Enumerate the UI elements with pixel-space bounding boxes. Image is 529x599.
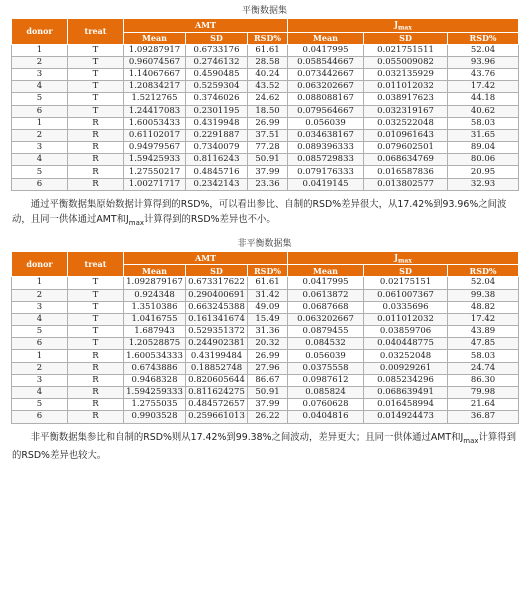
cell-amt-sd: 0.484572657 (186, 399, 248, 411)
cell-jmax-mean: 0.0987612 (288, 374, 364, 386)
cell-treat: T (68, 93, 124, 105)
cell-jmax-mean: 0.073442667 (288, 68, 364, 80)
cell-jmax-mean: 0.079564667 (288, 105, 364, 117)
paragraph-unbalanced-summary: 非平衡数据集参比和自制的RSD%则从17.42%到99.38%之间波动，差异更大；且同一供体通过AMT和$J_{max}$计算得到的RSD%差异也较大。 (12, 431, 517, 462)
cell-amt-sd: 0.663245388 (186, 301, 248, 313)
cell-donor: 6 (12, 178, 68, 190)
table-row (12, 81, 519, 93)
cell-amt-mean: 1.3510386 (124, 301, 186, 313)
cell-treat: T (68, 289, 124, 301)
cell-amt-mean: 1.27550217 (124, 166, 186, 178)
table-row (12, 326, 519, 338)
table-row (12, 117, 519, 129)
donor-header: donor (12, 19, 68, 45)
cell-jmax-rsd: 79.98 (448, 387, 519, 399)
cell-amt-rsd: 37.51 (248, 129, 288, 141)
cell-amt-mean: 0.96074567 (124, 56, 186, 68)
cell-jmax-rsd: 58.03 (448, 350, 519, 362)
treat-header: treat (68, 19, 124, 45)
cell-amt-mean: 1.20834217 (124, 81, 186, 93)
cell-amt-sd: 0.4845716 (186, 166, 248, 178)
cell-jmax-sd: 0.03859706 (364, 326, 448, 338)
table-row (12, 154, 519, 166)
cell-donor: 2 (12, 56, 68, 68)
cell-amt-rsd: 28.58 (248, 56, 288, 68)
cell-jmax-rsd: 48.82 (448, 301, 519, 313)
cell-amt-mean: 0.61102017 (124, 129, 186, 141)
cell-treat: R (68, 411, 124, 423)
table2-title: 非平衡数据集 (237, 238, 292, 249)
cell-amt-rsd: 27.96 (248, 362, 288, 374)
cell-jmax-mean: 0.079176333 (288, 166, 364, 178)
cell-jmax-sd: 0.032135929 (364, 68, 448, 80)
cell-amt-mean: 0.9903528 (124, 411, 186, 423)
cell-amt-sd: 0.7340079 (186, 142, 248, 154)
jmax-sd-header: SD (364, 32, 448, 44)
cell-jmax-sd: 0.014924473 (364, 411, 448, 423)
cell-donor: 2 (12, 129, 68, 141)
cell-donor: 3 (12, 68, 68, 80)
cell-jmax-mean: 0.063202667 (288, 313, 364, 325)
cell-jmax-mean: 0.0687668 (288, 301, 364, 313)
cell-jmax-sd: 0.079602501 (364, 142, 448, 154)
cell-amt-sd: 0.2746132 (186, 56, 248, 68)
cell-amt-rsd: 61.61 (248, 277, 288, 289)
table-row (12, 68, 519, 80)
cell-treat: T (68, 44, 124, 56)
cell-jmax-rsd: 86.30 (448, 374, 519, 386)
cell-amt-mean: 1.2755035 (124, 399, 186, 411)
cell-amt-mean: 0.94979567 (124, 142, 186, 154)
cell-donor: 4 (12, 387, 68, 399)
cell-jmax-rsd: 80.06 (448, 154, 519, 166)
table-row (12, 277, 519, 289)
cell-amt-mean: 0.9468328 (124, 374, 186, 386)
cell-jmax-mean: 0.0613872 (288, 289, 364, 301)
cell-jmax-mean: 0.0404816 (288, 411, 364, 423)
cell-donor: 5 (12, 399, 68, 411)
amt-mean-header: Mean (124, 265, 186, 277)
cell-jmax-rsd: 40.62 (448, 105, 519, 117)
cell-amt-rsd: 49.09 (248, 301, 288, 313)
cell-donor: 3 (12, 142, 68, 154)
cell-donor: 5 (12, 326, 68, 338)
cell-amt-mean: 1.24417083 (124, 105, 186, 117)
cell-amt-rsd: 43.52 (248, 81, 288, 93)
unbalanced-data-table (11, 251, 519, 424)
cell-amt-sd: 0.161341674 (186, 313, 248, 325)
cell-jmax-rsd: 58.03 (448, 117, 519, 129)
cell-treat: T (68, 277, 124, 289)
cell-amt-mean: 0.6743886 (124, 362, 186, 374)
table-row (12, 387, 519, 399)
cell-amt-sd: 0.18852748 (186, 362, 248, 374)
cell-amt-sd: 0.8116243 (186, 154, 248, 166)
cell-jmax-mean: 0.0419145 (288, 178, 364, 190)
table-row (12, 44, 519, 56)
amt-header: AMT (124, 251, 288, 265)
cell-jmax-sd: 0.013802577 (364, 178, 448, 190)
cell-jmax-mean: 0.085824 (288, 387, 364, 399)
table-row (12, 338, 519, 350)
cell-jmax-rsd: 52.04 (448, 44, 519, 56)
cell-donor: 1 (12, 117, 68, 129)
cell-amt-mean: 1.594259333 (124, 387, 186, 399)
cell-jmax-mean: 0.034638167 (288, 129, 364, 141)
amt-rsd-header: RSD% (248, 32, 288, 44)
table2-body (12, 277, 519, 423)
jmax-rsd-header: RSD% (448, 265, 519, 277)
cell-jmax-sd: 0.02175151 (364, 277, 448, 289)
cell-donor: 2 (12, 289, 68, 301)
cell-amt-rsd: 31.36 (248, 326, 288, 338)
cell-jmax-rsd: 17.42 (448, 81, 519, 93)
cell-jmax-sd: 0.0335696 (364, 301, 448, 313)
cell-jmax-sd: 0.068634769 (364, 154, 448, 166)
cell-amt-sd: 0.820605644 (186, 374, 248, 386)
cell-jmax-mean: 0.085729833 (288, 154, 364, 166)
cell-jmax-rsd: 24.74 (448, 362, 519, 374)
cell-amt-mean: 1.59425933 (124, 154, 186, 166)
cell-donor: 3 (12, 374, 68, 386)
cell-amt-rsd: 86.67 (248, 374, 288, 386)
table-row (12, 399, 519, 411)
cell-amt-rsd: 50.91 (248, 387, 288, 399)
cell-treat: T (68, 68, 124, 80)
cell-amt-rsd: 26.22 (248, 411, 288, 423)
cell-donor: 4 (12, 81, 68, 93)
jmax-sd-header: SD (364, 265, 448, 277)
cell-amt-mean: 1.687943 (124, 326, 186, 338)
cell-amt-rsd: 18.50 (248, 105, 288, 117)
cell-jmax-sd: 0.00929261 (364, 362, 448, 374)
cell-amt-sd: 0.259661013 (186, 411, 248, 423)
cell-treat: T (68, 338, 124, 350)
cell-treat: R (68, 374, 124, 386)
cell-amt-mean: 1.20528875 (124, 338, 186, 350)
cell-jmax-mean: 0.0417995 (288, 44, 364, 56)
cell-amt-mean: 1.5212765 (124, 93, 186, 105)
cell-jmax-sd: 0.085234296 (364, 374, 448, 386)
cell-amt-rsd: 37.99 (248, 166, 288, 178)
cell-amt-sd: 0.3746026 (186, 93, 248, 105)
table1-body (12, 44, 519, 190)
cell-jmax-rsd: 20.95 (448, 166, 519, 178)
treat-header: treat (68, 251, 124, 277)
table1-title: 平衡数据集 (241, 6, 287, 16)
cell-amt-sd: 0.5259304 (186, 81, 248, 93)
table-row (12, 301, 519, 313)
cell-treat: T (68, 313, 124, 325)
cell-donor: 3 (12, 301, 68, 313)
cell-jmax-rsd: 43.76 (448, 68, 519, 80)
cell-amt-rsd: 37.99 (248, 399, 288, 411)
cell-treat: R (68, 129, 124, 141)
amt-sd-header: SD (186, 32, 248, 44)
cell-treat: R (68, 362, 124, 374)
table-row (12, 411, 519, 423)
cell-treat: T (68, 301, 124, 313)
cell-jmax-rsd: 36.87 (448, 411, 519, 423)
cell-donor: 6 (12, 411, 68, 423)
cell-treat: R (68, 387, 124, 399)
cell-jmax-mean: 0.056039 (288, 117, 364, 129)
cell-jmax-sd: 0.068639491 (364, 387, 448, 399)
cell-donor: 1 (12, 277, 68, 289)
cell-jmax-sd: 0.021751511 (364, 44, 448, 56)
table-row (12, 129, 519, 141)
cell-amt-sd: 0.811624275 (186, 387, 248, 399)
cell-amt-mean: 1.092879167 (124, 277, 186, 289)
cell-amt-rsd: 23.36 (248, 178, 288, 190)
cell-jmax-mean: 0.063202667 (288, 81, 364, 93)
cell-amt-sd: 0.2342143 (186, 178, 248, 190)
cell-treat: R (68, 178, 124, 190)
jmax-mean-header: Mean (288, 265, 364, 277)
table-row (12, 142, 519, 154)
cell-jmax-rsd: 21.64 (448, 399, 519, 411)
cell-treat: R (68, 142, 124, 154)
amt-sd-header: SD (186, 265, 248, 277)
cell-jmax-sd: 0.032319167 (364, 105, 448, 117)
cell-amt-sd: 0.4590485 (186, 68, 248, 80)
jmax-header: $J_{max}$ (288, 19, 519, 33)
cell-jmax-sd: 0.010961643 (364, 129, 448, 141)
table-row (12, 178, 519, 190)
cell-jmax-rsd: 52.04 (448, 277, 519, 289)
jmax-mean-header: Mean (288, 32, 364, 44)
cell-jmax-mean: 0.0879455 (288, 326, 364, 338)
cell-donor: 6 (12, 105, 68, 117)
amt-header: AMT (124, 19, 288, 33)
cell-amt-mean: 1.0416755 (124, 313, 186, 325)
cell-donor: 2 (12, 362, 68, 374)
amt-rsd-header: RSD% (248, 265, 288, 277)
cell-jmax-sd: 0.016458994 (364, 399, 448, 411)
cell-amt-rsd: 31.42 (248, 289, 288, 301)
cell-amt-mean: 1.60053433 (124, 117, 186, 129)
cell-amt-sd: 0.529351372 (186, 326, 248, 338)
cell-amt-rsd: 24.62 (248, 93, 288, 105)
cell-donor: 4 (12, 154, 68, 166)
cell-treat: R (68, 154, 124, 166)
cell-jmax-sd: 0.03252048 (364, 350, 448, 362)
cell-donor: 1 (12, 44, 68, 56)
cell-amt-rsd: 40.24 (248, 68, 288, 80)
table-row (12, 313, 519, 325)
cell-amt-sd: 0.673317622 (186, 277, 248, 289)
cell-amt-rsd: 61.61 (248, 44, 288, 56)
cell-treat: R (68, 399, 124, 411)
jmax-header: $J_{max}$ (288, 251, 519, 265)
cell-amt-sd: 0.244902381 (186, 338, 248, 350)
cell-jmax-mean: 0.0375558 (288, 362, 364, 374)
cell-amt-rsd: 26.99 (248, 350, 288, 362)
cell-jmax-rsd: 44.18 (448, 93, 519, 105)
table-row (12, 56, 519, 68)
cell-donor: 4 (12, 313, 68, 325)
cell-treat: T (68, 326, 124, 338)
cell-jmax-rsd: 32.93 (448, 178, 519, 190)
jmax-rsd-header: RSD% (448, 32, 519, 44)
table-row (12, 166, 519, 178)
cell-jmax-sd: 0.061007367 (364, 289, 448, 301)
paragraph-balanced-summary: 通过平衡数据集原始数据计算得到的RSD%，可以看出参比、自制的RSD%差异很大，从17.42%到93.96%之间波动，且同一供体通过AMT和$J_{max}$计算得到的RSD%差异也不小。 (12, 198, 507, 227)
donor-header: donor (12, 251, 68, 277)
cell-jmax-sd: 0.040448775 (364, 338, 448, 350)
cell-jmax-sd: 0.011012032 (364, 81, 448, 93)
cell-treat: T (68, 56, 124, 68)
cell-donor: 5 (12, 93, 68, 105)
cell-donor: 5 (12, 166, 68, 178)
cell-jmax-mean: 0.056039 (288, 350, 364, 362)
cell-treat: T (68, 81, 124, 93)
cell-jmax-rsd: 43.89 (448, 326, 519, 338)
cell-amt-rsd: 26.99 (248, 117, 288, 129)
cell-amt-rsd: 20.32 (248, 338, 288, 350)
cell-jmax-rsd: 17.42 (448, 313, 519, 325)
cell-amt-mean: 1.00271717 (124, 178, 186, 190)
cell-jmax-sd: 0.032522048 (364, 117, 448, 129)
cell-jmax-sd: 0.038917623 (364, 93, 448, 105)
cell-jmax-rsd: 89.04 (448, 142, 519, 154)
cell-jmax-mean: 0.089396333 (288, 142, 364, 154)
table-row (12, 362, 519, 374)
cell-amt-mean: 1.600534333 (124, 350, 186, 362)
cell-jmax-mean: 0.058544667 (288, 56, 364, 68)
cell-amt-sd: 0.290400691 (186, 289, 248, 301)
cell-amt-mean: 1.09287917 (124, 44, 186, 56)
table-row (12, 374, 519, 386)
cell-treat: R (68, 350, 124, 362)
cell-treat: R (68, 117, 124, 129)
cell-jmax-rsd: 31.65 (448, 129, 519, 141)
cell-jmax-sd: 0.011012032 (364, 313, 448, 325)
cell-jmax-rsd: 47.85 (448, 338, 519, 350)
cell-amt-mean: 0.924348 (124, 289, 186, 301)
cell-jmax-mean: 0.0417995 (288, 277, 364, 289)
table-row (12, 93, 519, 105)
cell-jmax-mean: 0.0760628 (288, 399, 364, 411)
cell-jmax-rsd: 99.38 (448, 289, 519, 301)
cell-jmax-sd: 0.055009082 (364, 56, 448, 68)
cell-amt-sd: 0.2301195 (186, 105, 248, 117)
cell-amt-sd: 0.43199484 (186, 350, 248, 362)
cell-jmax-sd: 0.016587836 (364, 166, 448, 178)
cell-donor: 6 (12, 338, 68, 350)
cell-treat: R (68, 166, 124, 178)
cell-amt-rsd: 50.91 (248, 154, 288, 166)
cell-amt-mean: 1.14067667 (124, 68, 186, 80)
cell-jmax-mean: 0.084532 (288, 338, 364, 350)
table-row (12, 105, 519, 117)
table-row (12, 350, 519, 362)
cell-jmax-mean: 0.088088167 (288, 93, 364, 105)
table-row (12, 289, 519, 301)
cell-jmax-rsd: 93.96 (448, 56, 519, 68)
cell-treat: T (68, 105, 124, 117)
amt-mean-header: Mean (124, 32, 186, 44)
cell-amt-sd: 0.4319948 (186, 117, 248, 129)
cell-amt-sd: 0.2291887 (186, 129, 248, 141)
balanced-data-table (11, 18, 519, 191)
cell-donor: 1 (12, 350, 68, 362)
cell-amt-sd: 0.6733176 (186, 44, 248, 56)
cell-amt-rsd: 15.49 (248, 313, 288, 325)
cell-amt-rsd: 77.28 (248, 142, 288, 154)
